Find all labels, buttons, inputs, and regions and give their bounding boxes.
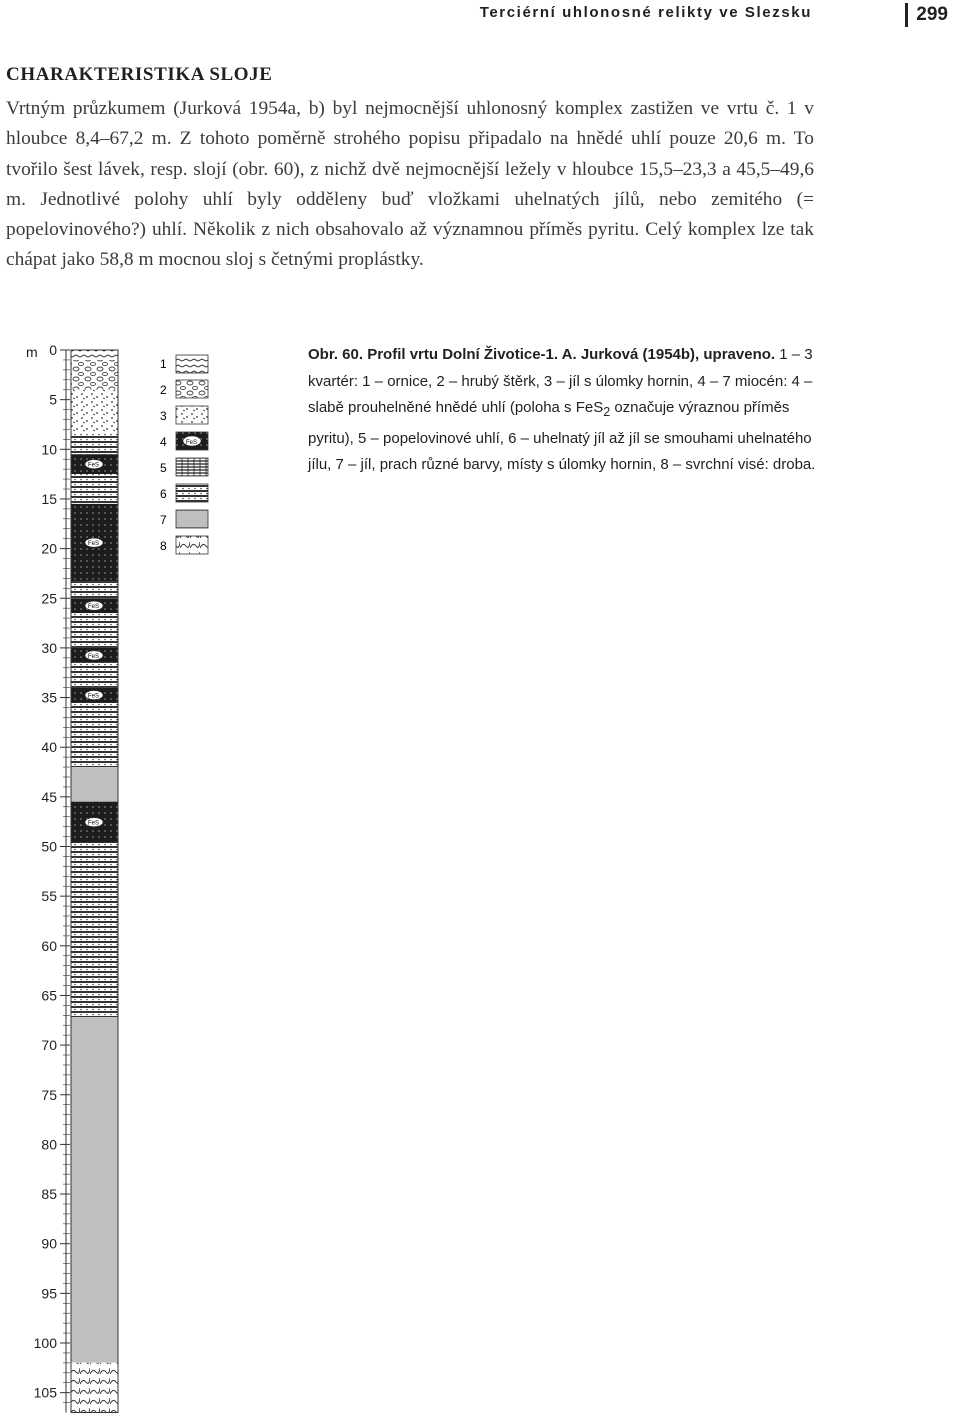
legend-item-7	[160, 510, 208, 528]
legend-item-5	[160, 458, 208, 476]
depth-tick-label: 20	[41, 540, 57, 557]
legend-swatch-clay-with-fragments	[176, 406, 208, 424]
legend-number: 7	[160, 513, 167, 527]
depth-unit-label: m	[26, 344, 38, 360]
depth-tick-label: 95	[41, 1285, 57, 1302]
pyrite-label: FeS	[88, 604, 100, 611]
depth-tick-label: 75	[41, 1086, 57, 1103]
pyrite-label: FeS	[88, 462, 100, 469]
section-title: CHARAKTERISTIKA SLOJE	[6, 64, 273, 85]
pyrite-label: FeS	[186, 440, 198, 446]
legend-number: 3	[160, 409, 167, 423]
depth-tick-label: 90	[41, 1235, 57, 1252]
depth-tick-label: 60	[41, 937, 57, 954]
pyrite-label: FeS	[88, 820, 100, 827]
legend-number: 1	[160, 357, 167, 371]
depth-tick-label: 40	[41, 739, 57, 756]
depth-tick-label: 70	[41, 1037, 57, 1054]
legend-item-2	[160, 380, 208, 398]
layer-3	[71, 390, 118, 434]
layer-2	[71, 360, 118, 390]
legend-number: 2	[160, 383, 167, 397]
legend	[150, 340, 220, 585]
legend-number: 6	[160, 487, 167, 501]
figure-caption-text-continued: označuje výraznou příměs pyritu), 5 – popelovinové uhlí, 6 – uhelnatý jíl až jíl se smouhami uhelnatého jílu, 7 – jíl, prach různé barvy, místy s úlomky hornin, 8 – svrchní visé: droba.	[308, 399, 816, 474]
figure-caption-title: Obr. 60. Profil vrtu Dolní Životice-1. A. Jurková (1954b), upraveno.	[308, 346, 776, 363]
layer-10	[71, 613, 118, 648]
legend-swatch-clay	[176, 510, 208, 528]
depth-tick-label: 80	[41, 1136, 57, 1153]
depth-tick-label: 55	[41, 888, 57, 905]
depth-tick-label: 85	[41, 1186, 57, 1203]
figure-caption-text: 1 – 3 kvartér: 1 – ornice, 2 – hrubý štěrk, 3 – jíl s úlomky hornin, 4 – 7 miocén: 4 – slabě prouhelněné hnědé uhlí (poloha s FeS	[308, 346, 813, 417]
layer-4	[71, 433, 118, 454]
figure-caption	[308, 342, 818, 479]
depth-tick-label: 25	[41, 590, 57, 607]
running-title: Terciérní uhlonosné relikty ve Slezsku	[479, 4, 812, 21]
legend-number: 4	[160, 435, 167, 449]
legend-item-4	[160, 432, 208, 450]
body-paragraph: Vrtným průzkumem (Jurková 1954a, b) byl nejmocnější uhlonosný komplex zastižen ve vrtu č. 1 v hloubce 8,4–67,2 m. Z tohoto poměrně strohého popisu připadalo na hnědé uhlí pouze 20,6 m. To tvořilo šest lávek, resp. slojí (obr. 60), z nichž dvě nejmocnější ležely v hloubce 15,5–23,3 a 45,5–49,6 m. Jednotlivé polohy uhlí byly odděleny buď vložkami uhelnatých jílů, nebo zemitého (= popelovinového?) uhlí. Několik z nich obsahovalo až významnou příměs pyritu. Celý komplex lze tak chápat jako 58,8 m mocnou sloj s četnými proplástky.	[6, 98, 814, 271]
legend-item-3	[160, 406, 208, 424]
page-number: 299	[905, 3, 948, 27]
legend-swatch-coaly-clay	[176, 484, 208, 502]
depth-tick-label: 50	[41, 838, 57, 855]
pyrite-label: FeS	[88, 693, 100, 700]
legend-number: 5	[160, 461, 167, 475]
legend-item-8	[160, 536, 208, 554]
legend-swatch-ash-coal	[176, 458, 208, 476]
layer-8	[71, 581, 118, 598]
legend-swatch-gravel	[176, 380, 208, 398]
pyrite-label: FeS	[88, 653, 100, 660]
legend-item-6	[160, 484, 208, 502]
legend-item-1	[160, 355, 208, 373]
depth-tick-label: 100	[33, 1335, 57, 1351]
legend-number: 8	[160, 539, 167, 553]
depth-tick-label: 105	[33, 1384, 57, 1401]
depth-tick-label: 65	[41, 987, 57, 1004]
layer-15	[71, 767, 118, 802]
layer-12	[71, 663, 118, 688]
figure-caption-subscript: 2	[603, 405, 611, 420]
layer-1	[71, 350, 118, 360]
depth-tick-label: 15	[41, 490, 57, 507]
layer-18	[71, 1017, 118, 1363]
layer-column	[71, 350, 118, 1413]
depth-axis	[34, 342, 70, 1413]
layer-17	[71, 843, 118, 1018]
layer-6	[71, 474, 118, 504]
depth-tick-label: 45	[41, 788, 57, 805]
depth-tick-label: 35	[41, 689, 57, 706]
legend-swatch-soil	[176, 355, 208, 373]
legend-swatch-greywacke	[176, 536, 208, 554]
pyrite-label: FeS	[88, 541, 100, 548]
depth-tick-label: 0	[49, 342, 57, 358]
depth-tick-label: 30	[41, 639, 57, 656]
layer-19	[71, 1363, 118, 1413]
depth-tick-label: 10	[41, 441, 57, 458]
depth-tick-label: 5	[49, 391, 57, 408]
layer-14	[71, 703, 118, 768]
